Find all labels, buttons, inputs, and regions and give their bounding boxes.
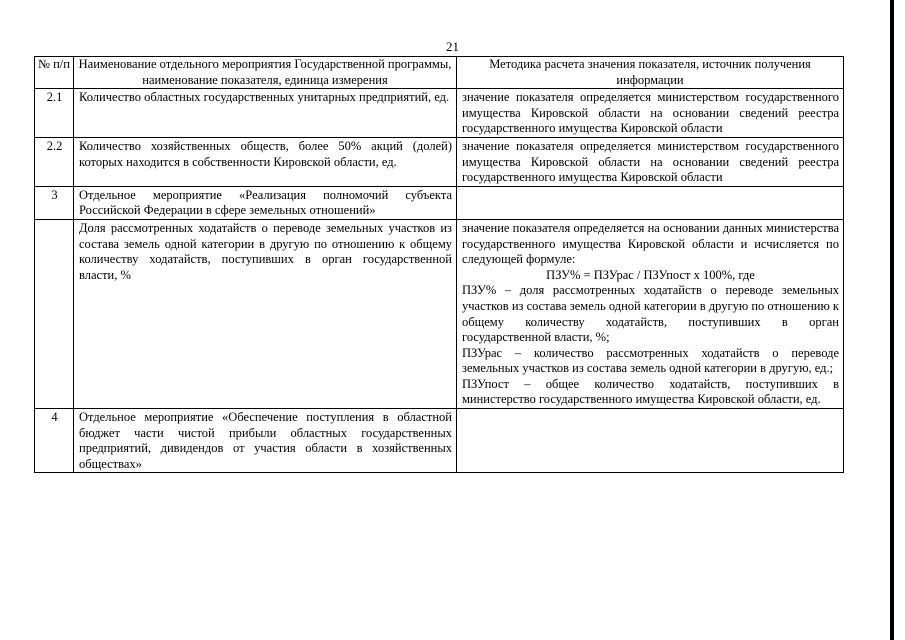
row-name: Количество областных государственных унитарных предприятий, ед. [74, 89, 457, 138]
row-num: 4 [35, 409, 74, 473]
row-num: 3 [35, 186, 74, 219]
header-num: № п/п [35, 57, 74, 89]
definition: ПЗУпост – общее количество ходатайств, поступивших в министерство государственного имущества Кировской области, ед. [462, 376, 839, 407]
row-method [457, 186, 844, 219]
table-row [35, 409, 844, 473]
row-num: 2.2 [35, 137, 74, 186]
header-name: Наименование отдельного мероприятия Государственной программы, наименование показателя, единица измерения [74, 57, 457, 89]
definition: ПЗУ% – доля рассмотренных ходатайств о переводе земельных участков из состава земель одной категории в другую по отношению к общему количеству ходатайств, поступивших в орган государственной власти, %; [462, 283, 839, 345]
row-method [457, 409, 844, 473]
row-method [457, 219, 844, 408]
scan-edge-rule [890, 0, 894, 640]
row-num: 2.1 [35, 89, 74, 138]
table-header-row [35, 57, 844, 89]
row-num [35, 219, 74, 408]
row-name: Отдельное мероприятие «Реализация полномочий субъекта Российской Федерации в сфере земельных отношений» [74, 186, 457, 219]
row-name: Отдельное мероприятие «Обеспечение поступления в областной бюджет части чистой прибыли областных государственных предприятий, дивидендов от участия области в хозяйственных обществах» [74, 409, 457, 473]
indicator-table [34, 56, 844, 473]
table-row [35, 186, 844, 219]
row-method: значение показателя определяется министерством государственного имущества Кировской области на основании сведений реестра государственного имущества Кировской области [457, 137, 844, 186]
method-intro: значение показателя определяется на основании данных министерства государственного имущества Кировской области и исчисляется по следующей формуле: [462, 220, 839, 267]
definition: ПЗУрас – количество рассмотренных ходатайств о переводе земельных участков из состава земель одной категории в другую, ед.; [462, 345, 839, 376]
row-name: Доля рассмотренных ходатайств о переводе земельных участков из состава земель одной категории в другую по отношению к общему количеству ходатайств, поступивших в орган государственной власти, % [74, 219, 457, 408]
table-row [35, 89, 844, 138]
row-method: значение показателя определяется министерством государственного имущества Кировской области на основании сведений реестра государственного имущества Кировской области [457, 89, 844, 138]
row-name: Количество хозяйственных обществ, более 50% акций (долей) которых находится в собственности Кировской области, ед. [74, 137, 457, 186]
table-row [35, 137, 844, 186]
formula: ПЗУ% = ПЗУрас / ПЗУпост х 100%, где [546, 267, 755, 282]
table-row [35, 219, 844, 408]
page-number: 21 [446, 39, 459, 54]
header-method: Методика расчета значения показателя, источник получения информации [457, 57, 844, 89]
